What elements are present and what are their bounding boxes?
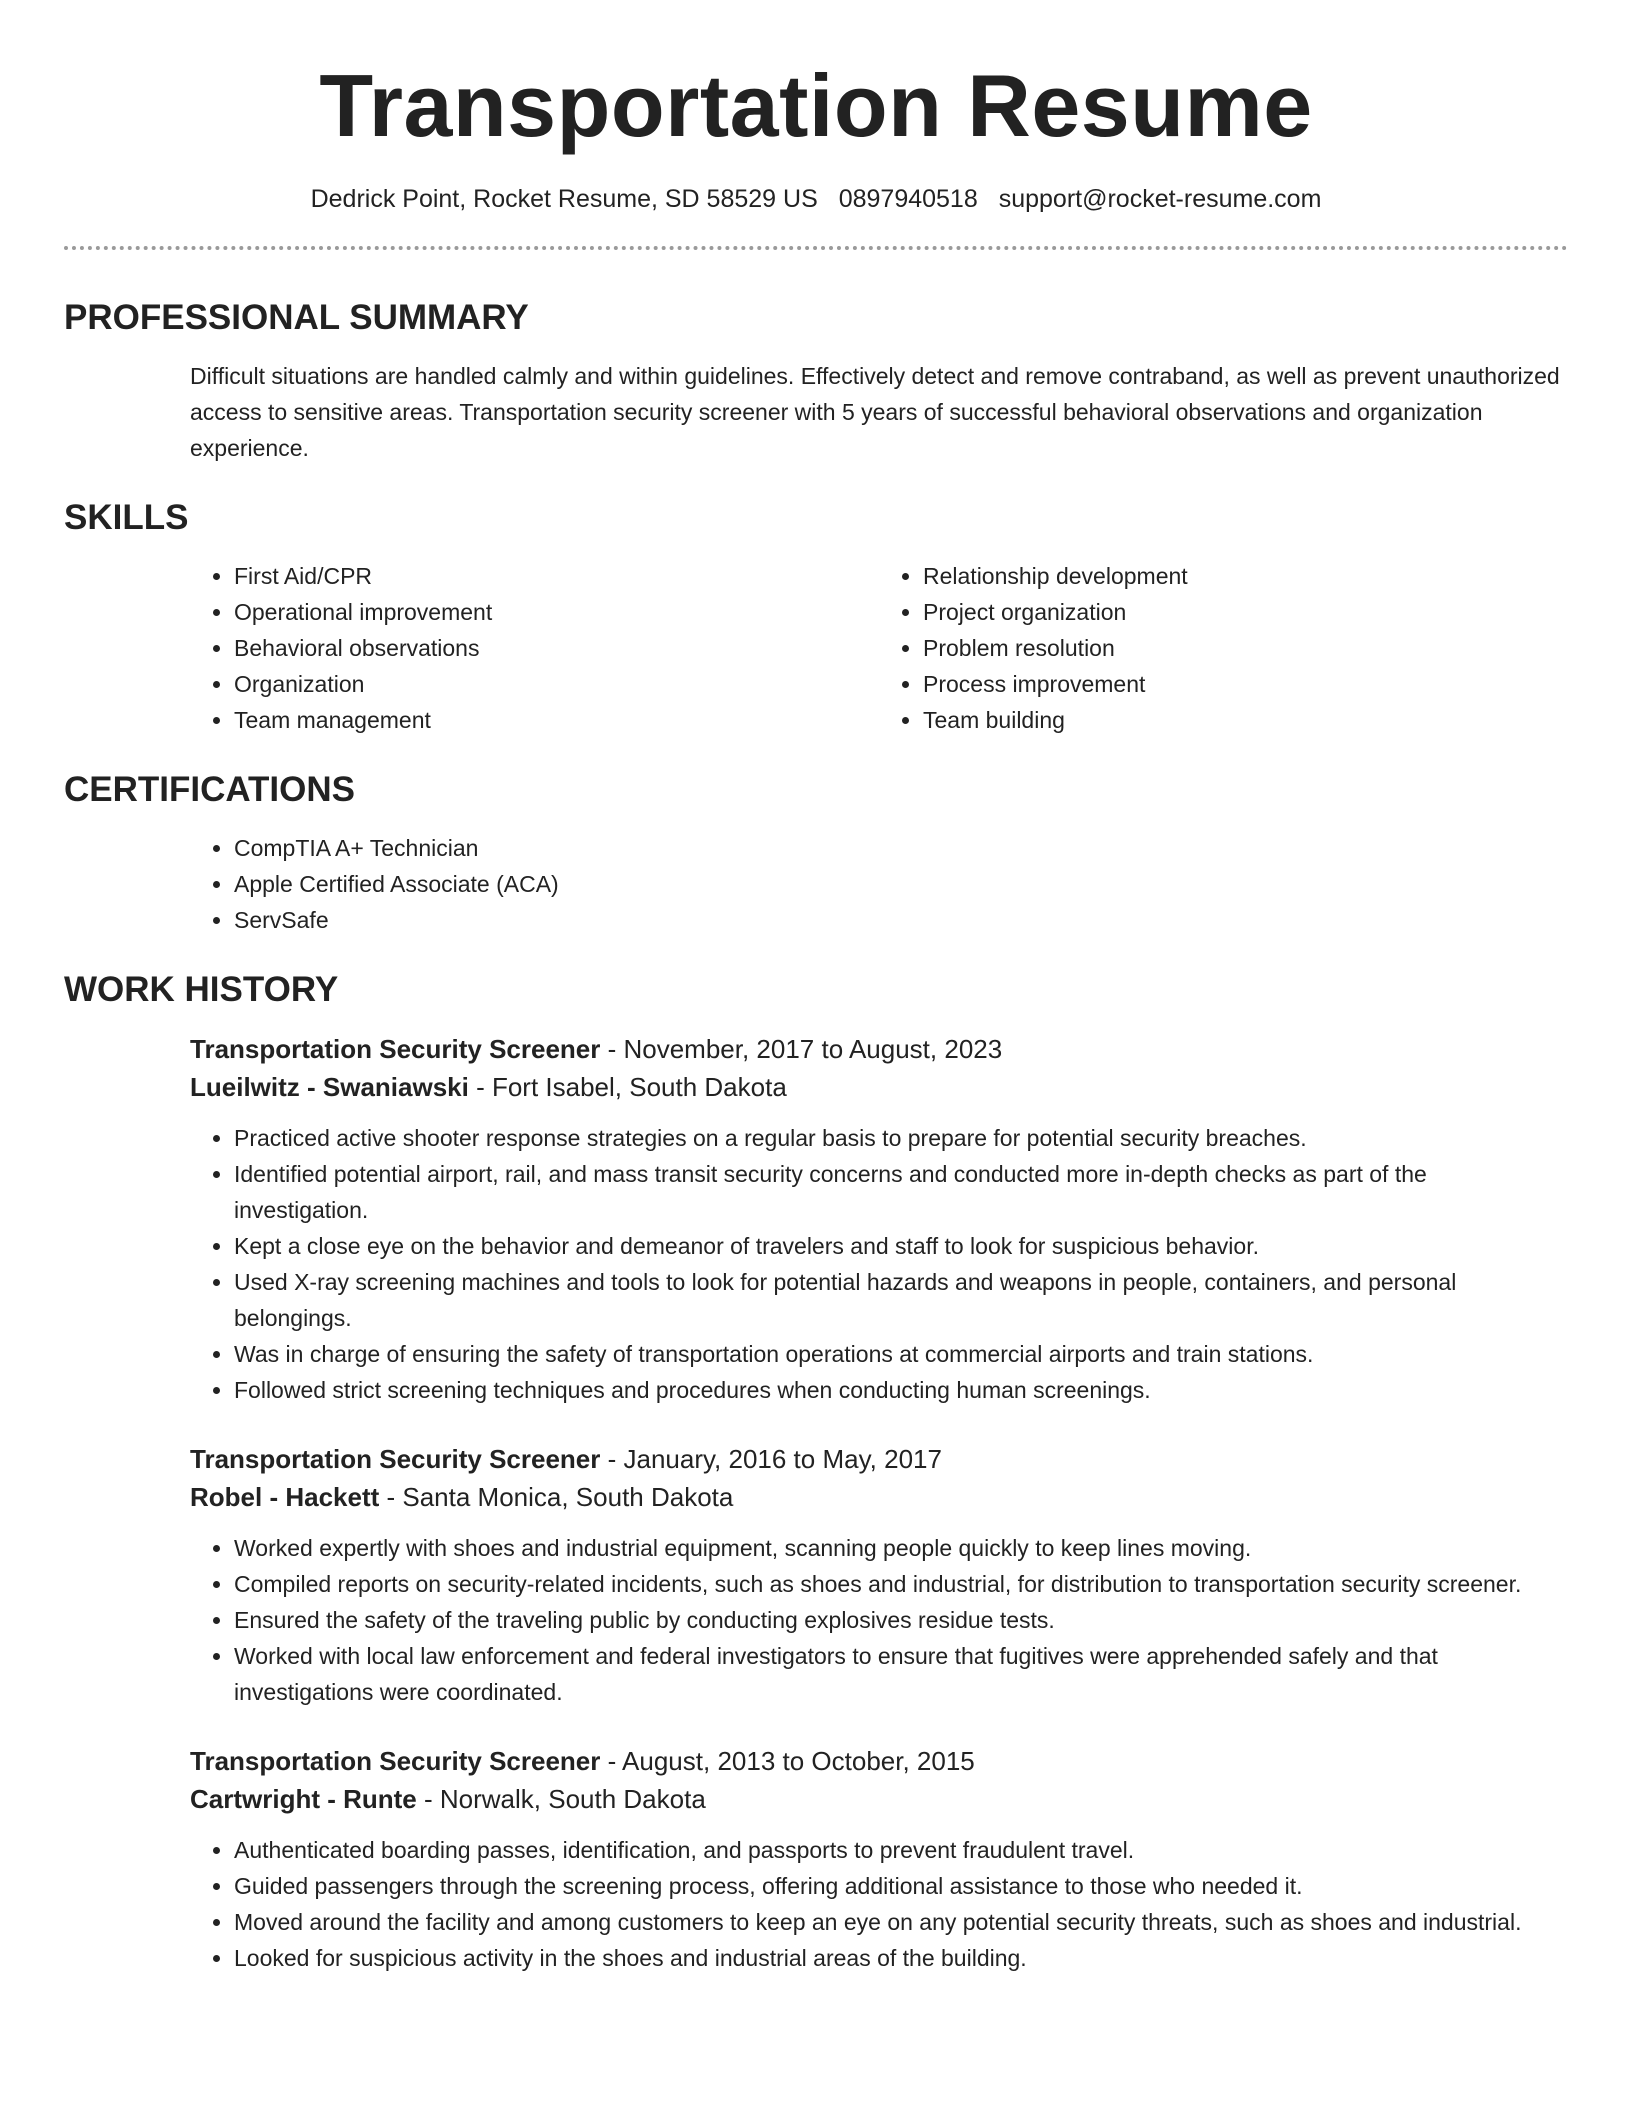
job-duty: • Compiled reports on security-related incidents, such as shoes and industrial, for distribution to transportation security screener. <box>234 1566 1568 1602</box>
job-company-line <box>190 1068 1568 1106</box>
job-company-line <box>190 1780 1568 1818</box>
skills-heading: SKILLS <box>64 498 189 537</box>
job-entry <box>64 1440 1568 1710</box>
summary-heading: PROFESSIONAL SUMMARY <box>64 298 529 337</box>
job-duty: • Authenticated boarding passes, identification, and passports to prevent fraudulent travel. <box>234 1832 1568 1868</box>
job-duty: • Used X-ray screening machines and tools to look for potential hazards and weapons in people, containers, and personal belongings. <box>234 1264 1568 1336</box>
job-entry <box>64 1030 1568 1408</box>
header-divider <box>64 246 1568 250</box>
contact-email: support@rocket-resume.com <box>998 185 1322 213</box>
job-company-line <box>190 1478 1568 1516</box>
work-history-section <box>64 968 1568 1976</box>
certification-item: • ServSafe <box>234 902 1568 938</box>
certification-item: • Apple Certified Associate (ACA) <box>234 866 1568 902</box>
job-duty: • Identified potential airport, rail, and mass transit security concerns and conducted more in-depth checks as part of the investigation. <box>234 1156 1568 1228</box>
certifications-heading: CERTIFICATIONS <box>64 770 356 809</box>
certification-item: • CompTIA A+ Technician <box>234 830 1568 866</box>
contact-address: Dedrick Point, Rocket Resume, SD 58529 US <box>310 185 818 213</box>
job-dates: - November, 2017 to August, 2023 <box>600 1034 1003 1064</box>
job-title: Transportation Security Screener <box>190 1034 601 1064</box>
job-entry <box>64 1742 1568 1976</box>
job-title-line <box>190 1030 1568 1068</box>
job-duties-list <box>64 1530 1568 1710</box>
job-duty: • Looked for suspicious activity in the shoes and industrial areas of the building. <box>234 1940 1568 1976</box>
summary-section <box>64 296 1568 466</box>
job-title: Transportation Security Screener <box>190 1444 601 1474</box>
certifications-list <box>64 830 1568 938</box>
job-duty: • Was in charge of ensuring the safety of transportation operations at commercial airports and train stations. <box>234 1336 1568 1372</box>
job-title-line <box>190 1440 1568 1478</box>
skill-item: • Operational improvement <box>234 594 879 630</box>
resume-title: Transportation Resume <box>319 56 1313 155</box>
job-duty: • Practiced active shooter response strategies on a regular basis to prepare for potential security breaches. <box>234 1120 1568 1156</box>
job-location: - Santa Monica, South Dakota <box>379 1482 734 1512</box>
job-title: Transportation Security Screener <box>190 1746 601 1776</box>
skills-list-right <box>879 558 1568 738</box>
skill-item: • Behavioral observations <box>234 630 879 666</box>
contact-line <box>64 182 1568 216</box>
job-title-line <box>190 1742 1568 1780</box>
resume-page <box>64 0 1568 1976</box>
skill-item: • First Aid/CPR <box>234 558 879 594</box>
skill-item: • Process improvement <box>923 666 1568 702</box>
skill-item: • Organization <box>234 666 879 702</box>
job-company: Lueilwitz - Swaniawski <box>190 1072 469 1102</box>
job-duty: • Ensured the safety of the traveling public by conducting explosives residue tests. <box>234 1602 1568 1638</box>
skill-item: • Project organization <box>923 594 1568 630</box>
job-company: Cartwright - Runte <box>190 1784 417 1814</box>
job-duty: • Guided passengers through the screening process, offering additional assistance to those who needed it. <box>234 1868 1568 1904</box>
skills-section <box>64 496 1568 738</box>
job-duty: • Worked with local law enforcement and federal investigators to ensure that fugitives were apprehended safely and that investigations were coordinated. <box>234 1638 1568 1710</box>
skill-item: • Relationship development <box>923 558 1568 594</box>
job-company: Robel - Hackett <box>190 1482 380 1512</box>
certifications-section <box>64 768 1568 938</box>
work-history-heading: WORK HISTORY <box>64 970 339 1009</box>
job-duty: • Kept a close eye on the behavior and demeanor of travelers and staff to look for suspicious behavior. <box>234 1228 1568 1264</box>
job-duty: • Worked expertly with shoes and industrial equipment, scanning people quickly to keep lines moving. <box>234 1530 1568 1566</box>
contact-phone: 0897940518 <box>838 185 978 213</box>
summary-text: Difficult situations are handled calmly and within guidelines. Effectively detect and remove contraband, as well as prevent unauthorized access to sensitive areas. Transportation security screener with 5 years of successful behavioral observations and organization experience. <box>190 363 1560 461</box>
job-location: - Norwalk, South Dakota <box>416 1784 706 1814</box>
job-duty: • Followed strict screening techniques and procedures when conducting human screenings. <box>234 1372 1568 1408</box>
job-dates: - August, 2013 to October, 2015 <box>600 1746 975 1776</box>
job-duties-list <box>64 1120 1568 1408</box>
skill-item: • Team building <box>923 702 1568 738</box>
job-duty: • Moved around the facility and among customers to keep an eye on any potential security threats, such as shoes and industrial. <box>234 1904 1568 1940</box>
skill-item: • Problem resolution <box>923 630 1568 666</box>
job-dates: - January, 2016 to May, 2017 <box>600 1444 942 1474</box>
skill-item: • Team management <box>234 702 879 738</box>
skills-list-left <box>64 558 879 738</box>
job-duties-list <box>64 1832 1568 1976</box>
job-location: - Fort Isabel, South Dakota <box>468 1072 787 1102</box>
